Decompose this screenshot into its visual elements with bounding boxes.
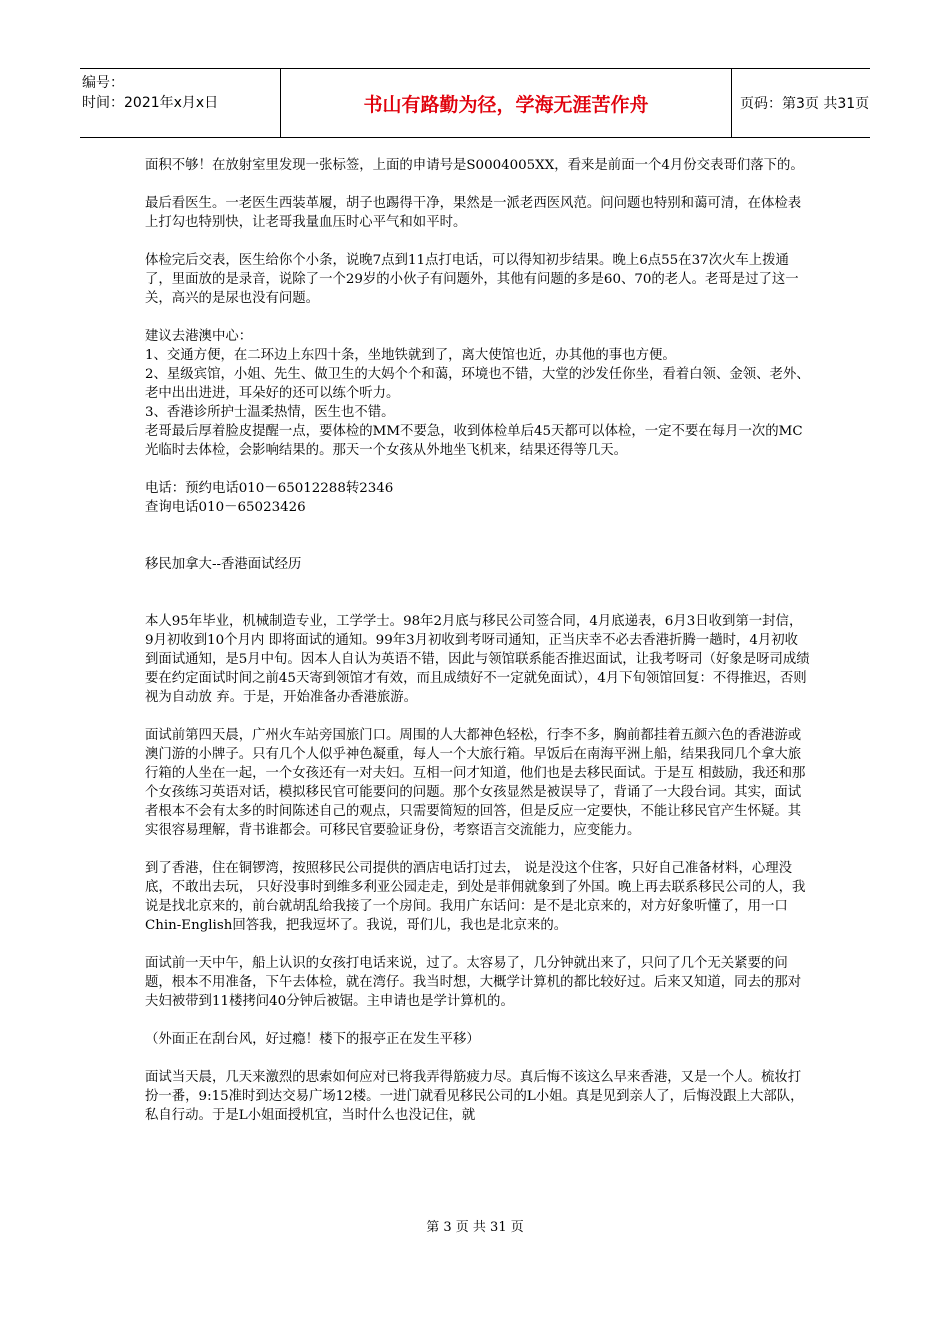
paragraph: 面积不够！在放射室里发现一张标签，上面的申请号是S0004005XX，看来是前面一个4月份交表哥们落下的。 — [145, 158, 804, 173]
paragraph: 建议去港澳中心： — [145, 329, 253, 344]
page-footer: 第 3 页 共 31 页 — [426, 1220, 524, 1235]
paragraph: 最后看医生。一老医生西装革履，胡子也踢得干净，果然是一派老西医风范。问问题也特别和蔼可清，在体检表上打勾也特别快，让老哥我量血压时心平气和如平时。 — [145, 196, 802, 230]
paragraph: 面试前第四天晨，广州火车站旁国旅门口。周围的人大都神色轻松，行李不多，胸前都挂着五颜六色的香港游或澳门游的小牌子。只有几个人似乎神色凝重，每人一个大旅行箱。早饭后在南海平洲上船，结果我同几个拿大旅行箱的人坐在一起，一个女孩还有一对夫妇。互相一问才知道，他们也是去移民面试。于是互 相鼓励，我还和那个女孩练习英语对话，模拟移民官可能要问的问题。那个女孩显然是被误导了，背诵了一大段台词。其实，面试者根本不会有太多的时间陈述自己的观点，只需要简短的回答，但是反应一定要快，不能让移民官产生怀疑。其实很容易理解，背书谁都会。可移民官要验证身份，考察语言交流能力，应变能力。 — [145, 728, 806, 838]
paragraph: （外面正在刮台风，好过瘾！楼下的报亭正在发生平移） — [145, 1032, 480, 1047]
paragraph: 本人95年毕业，机械制造专业，工学学士。98年2月底与移民公司签合同，4月底递表，6月3日收到第一封信，9月初收到10个月内 即将面试的通知。99年3月初收到考呀司通知，正当庆幸不必去香港折腾一趟时，4月初收到面试通知，是5月中旬。因本人自认为英语不错，因此与领馆联系能否推迟面试，让我考呀司（好象是呀司成绩要在约定面试时间之前45天寄到领馆才有效，而且成绩好不一定就免面试），4月下旬领馆回复：不得推迟，否则视为自动放 弃。于是，开始准备办香港旅游。 — [145, 614, 810, 705]
list-item: 3、香港诊所护士温柔热情，医生也不错。 — [145, 405, 395, 420]
document-body — [145, 156, 810, 1144]
phone-booking: 电话：预约电话010－65012288转2346 — [145, 481, 394, 496]
header-motto-cell — [280, 69, 732, 137]
page-header — [80, 68, 870, 138]
time-label: 时间：2021年x月x日 — [82, 95, 219, 111]
paragraph: 老哥最后厚着脸皮提醒一点，要体检的MM不要急，收到体检单后45天都可以体检，一定不要在每月一次的MC光临时去体检，会影响结果的。那天一个女孩从外地坐飞机来，结果还得等几天。 — [145, 424, 803, 458]
paragraph: 面试前一天中午，船上认识的女孩打电话来说，过了。太容易了，几分钟就出来了，只问了几个无关紧要的问题，根本不用准备，下午去体检，就在湾仔。我当时想，大概学计算机的都比较好过。后来又知道，同去的那对夫妇被带到11楼拷问40分钟后被锯。主申请也是学计算机的。 — [145, 956, 802, 1009]
number-label: 编号： — [82, 75, 124, 91]
list-item: 1、交通方便，在二环边上东四十条，坐地铁就到了，离大使馆也近，办其他的事也方便。 — [145, 348, 676, 363]
paragraph: 体检完后交表，医生给你个小条，说晚7点到11点打电话，可以得知初步结果。晚上6点55在37次火车上拨通了，里面放的是录音，说除了一个29岁的小伙子有问题外，其他有问题的多是60、70的老人。老哥是过了这一关，高兴的是尿也没有问题。 — [145, 253, 799, 306]
header-meta — [82, 73, 280, 113]
list-item: 2、星级宾馆，小姐、先生、做卫生的大妈个个和蔼，环境也不错，大堂的沙发任你坐，看着白领、金领、老外、老中出出进进，耳朵好的还可以练个听力。 — [145, 367, 810, 401]
section-title: 移民加拿大--香港面试经历 — [145, 557, 302, 572]
page-label: 页码：第3页 共31页 — [740, 96, 870, 112]
motto-text: 书山有路勤为径，学海无涯苦作舟 — [363, 93, 649, 116]
header-page-cell — [740, 69, 869, 137]
paragraph: 到了香港，住在铜锣湾，按照移民公司提供的酒店电话打过去， 说是没这个住客，只好自己准备材料，心理没底，不敢出去玩， 只好没事时到维多利亚公园走走，到处是菲佣就象到了外国。晚上再去联系移民公司的人，我说是找北京来的，前台就胡乱给我接了一个房间。我用广东话问：是不是北京来的，对方好象听懂了，用一口Chin-English回答我，把我逗坏了。我说，哥们儿，我也是北京来的。 — [145, 861, 806, 933]
paragraph: 面试当天晨，几天来激烈的思索如何应对已将我弄得筋疲力尽。真后悔不该这么早来香港，又是一个人。梳妆打扮一番，9:15准时到达交易广场12楼。一进门就看见移民公司的L小姐。真是见到亲人了，后悔没跟上大部队，私自行动。于是L小姐面授机宜，当时什么也没记住，就 — [145, 1070, 804, 1123]
phone-inquiry: 查询电话010－65023426 — [145, 500, 306, 515]
